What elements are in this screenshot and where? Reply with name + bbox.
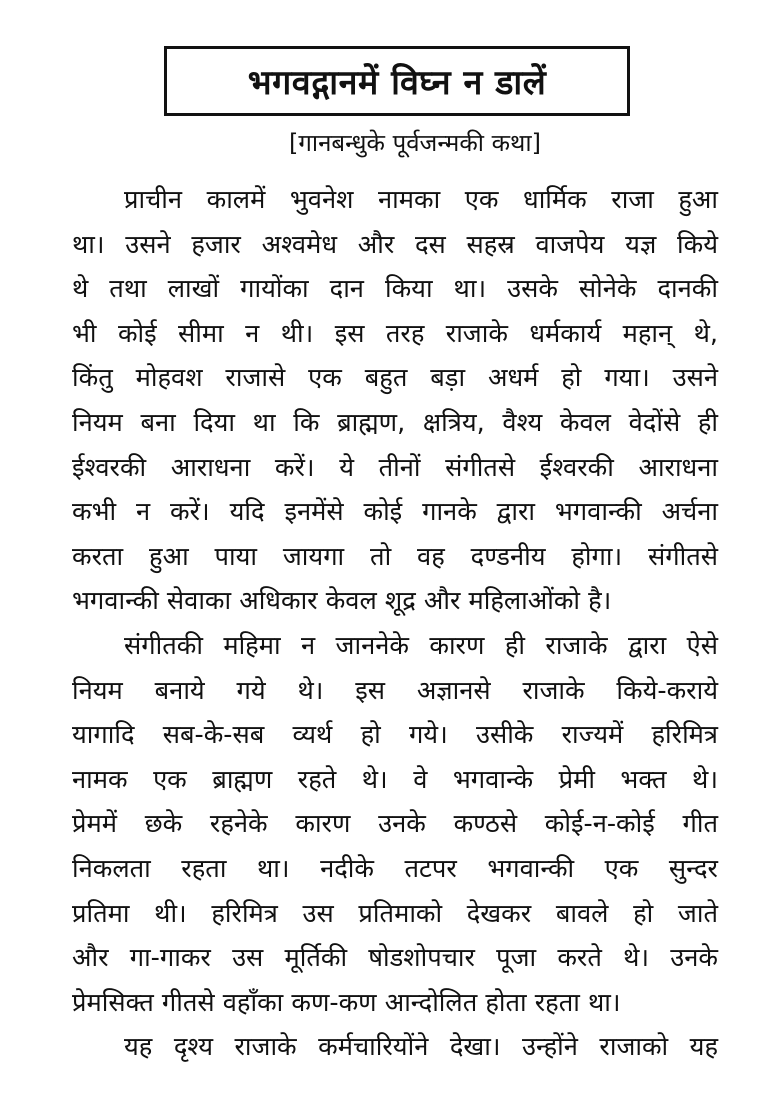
title-box bbox=[164, 46, 630, 116]
paragraph-line: थे तथा लाखों गायोंका दान किया था। उसके सोनेके दानकी bbox=[72, 274, 718, 305]
paragraph-line: यह दृश्य राजाके कर्मचारियोंने देखा। उन्होंने राजाको यह bbox=[124, 1032, 718, 1063]
paragraph-line: करता हुआ पाया जायगा तो वह दण्डनीय होगा। संगीतसे bbox=[72, 541, 718, 572]
subtitle bbox=[0, 126, 780, 159]
paragraph-line: नियम बना दिया था कि ब्राह्मण, क्षत्रिय, वैश्य केवल वेदोंसे ही bbox=[72, 407, 718, 438]
paragraph-line: कभी न करें। यदि इनमेंसे कोई गानके द्वारा भगवान्की अर्चना bbox=[72, 497, 718, 528]
paragraph-line: किंतु मोहवश राजासे एक बहुत बड़ा अधर्म हो गया। उसने bbox=[72, 363, 718, 394]
paragraph-line: था। उसने हजार अश्वमेध और दस सहस्र वाजपेय यज्ञ किये bbox=[72, 229, 718, 260]
paragraph-line: और गा-गाकर उस मूर्तिकी षोडशोपचार पूजा करते थे। उनके bbox=[72, 943, 718, 974]
paragraph-line: संगीतकी महिमा न जाननेके कारण ही राजाके द्वारा ऐसे bbox=[124, 630, 718, 661]
paragraph-line: भगवान्की सेवाका अधिकार केवल शूद्र और महिलाओंको है। bbox=[72, 586, 612, 617]
paragraph-line: नियम बनाये गये थे। इस अज्ञानसे राजाके किये-कराये bbox=[72, 675, 718, 706]
page-title: भगवद्गानमें विघ्न न डालें bbox=[247, 63, 547, 103]
paragraph-line: प्राचीन कालमें भुवनेश नामका एक धार्मिक राजा हुआ bbox=[124, 185, 718, 215]
subtitle-text: [गानबन्धुके पूर्वजन्मकी कथा] bbox=[289, 129, 541, 157]
paragraph-line: निकलता रहता था। नदीके तटपर भगवान्की एक सुन्दर bbox=[72, 853, 718, 884]
paragraph-line: प्रेमसिक्त गीतसे वहाँका कण-कण आन्दोलित होता रहता था। bbox=[72, 987, 621, 1018]
paragraph-line: प्रेममें छके रहनेके कारण उनके कण्ठसे कोई-न-कोई गीत bbox=[72, 809, 718, 840]
paragraph-line: नामक एक ब्राह्मण रहते थे। वे भगवान्के प्रेमी भक्त थे। bbox=[72, 764, 718, 795]
paragraph-line: भी कोई सीमा न थी। इस तरह राजाके धर्मकार्य महान् थे, bbox=[72, 318, 718, 349]
paragraph-line: प्रतिमा थी। हरिमित्र उस प्रतिमाको देखकर बावले हो जाते bbox=[72, 898, 718, 929]
paragraph-line: ईश्वरकी आराधना करें। ये तीनों संगीतसे ईश्वरकी आराधना bbox=[72, 452, 718, 483]
paragraph-line: यागादि सब-के-सब व्यर्थ हो गये। उसीके राज्यमें हरिमित्र bbox=[72, 720, 718, 751]
story-body bbox=[72, 178, 718, 1070]
